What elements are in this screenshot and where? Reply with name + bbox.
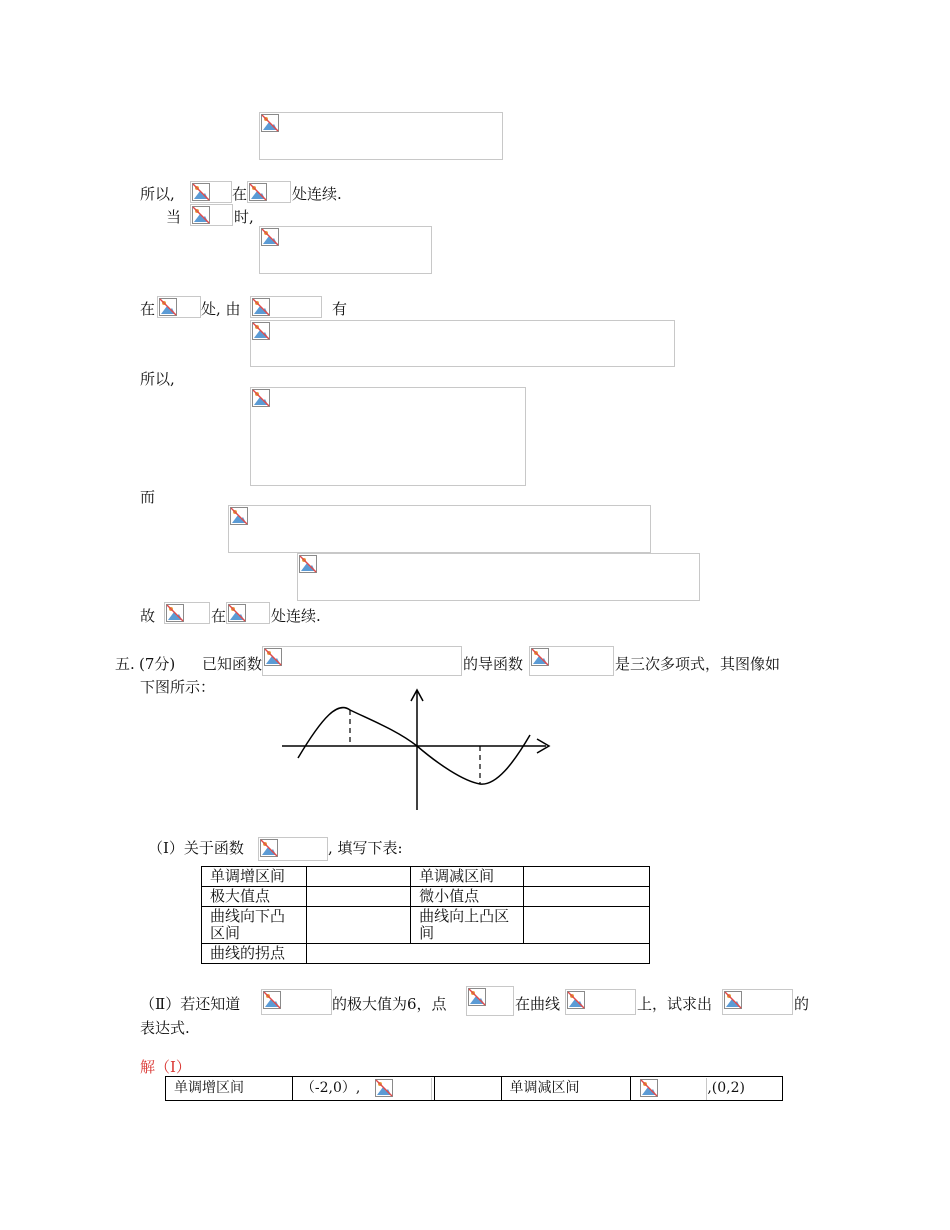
formula-image: [164, 602, 210, 624]
text-chu-you: 处, 由: [201, 300, 241, 318]
part2-text: 上，试求出: [637, 995, 713, 1013]
table-row: [202, 867, 650, 887]
formula-image: [258, 837, 328, 861]
table-cell: 单调减区间: [411, 867, 524, 887]
table-cell: 微小值点: [411, 887, 524, 907]
formula-image: [250, 320, 675, 367]
formula-image: [565, 989, 636, 1015]
table-cell: （-2,0）,: [292, 1077, 374, 1101]
table-cell: 曲线向上凸区间: [411, 907, 524, 944]
formula-image: [261, 989, 332, 1015]
text-zai: 在: [211, 607, 227, 625]
broken-image-icon: [252, 389, 270, 407]
part2-text: 的极大值为6，点: [332, 995, 447, 1013]
table-cell[interactable]: [523, 867, 649, 887]
table-cell: [434, 1077, 501, 1101]
problem-text: 的导函数: [463, 655, 524, 673]
broken-image-icon: [228, 604, 246, 622]
formula-image: [722, 989, 793, 1015]
broken-image-icon: [375, 1079, 393, 1097]
part2-text: 的: [794, 995, 810, 1013]
formula-image: [157, 296, 201, 318]
problem-text: 已知函数: [202, 655, 263, 673]
broken-image-icon: [299, 555, 317, 573]
text-suoyi: 所以,: [140, 185, 175, 203]
formula-image: [228, 505, 651, 553]
part2-text: 在曲线: [515, 995, 561, 1013]
formula-image: [190, 181, 232, 203]
table-cell[interactable]: [306, 944, 649, 964]
broken-image-icon: [263, 991, 281, 1009]
broken-image-icon: [260, 839, 278, 857]
table-cell: [631, 1077, 783, 1101]
formula-image: [259, 112, 503, 160]
table-row: [202, 887, 650, 907]
table-cell: 曲线向下凸区间: [202, 907, 307, 944]
table-row: [166, 1077, 783, 1101]
table-cell: 极大值点: [202, 887, 307, 907]
text-chu-lianxu: 处连续.: [271, 607, 321, 625]
broken-image-icon: [264, 648, 282, 666]
text-dang: 当: [166, 208, 182, 226]
formula-image: [250, 387, 526, 486]
table-cell: 单调减区间: [501, 1077, 631, 1101]
table-cell: [374, 1077, 434, 1101]
part2-line2: 表达式.: [140, 1019, 190, 1037]
formula-image: [190, 204, 233, 226]
formula-image: [250, 296, 322, 318]
table-cell[interactable]: [306, 887, 410, 907]
table-cell[interactable]: [306, 907, 410, 944]
broken-image-icon: [252, 322, 270, 340]
formula-image: [374, 1078, 432, 1100]
answer-table: [165, 1076, 783, 1101]
table-cell[interactable]: [523, 887, 649, 907]
text-zai: 在: [232, 185, 248, 203]
text-zai: 在: [140, 300, 156, 318]
broken-image-icon: [159, 298, 177, 316]
solution-label: 解（Ⅰ）: [140, 1058, 191, 1076]
formula-image: [466, 986, 514, 1016]
broken-image-icon: [724, 991, 742, 1009]
formula-image: [247, 181, 291, 203]
formula-image: [639, 1078, 707, 1100]
formula-image: [259, 226, 432, 274]
text-you: 有: [332, 300, 348, 318]
broken-image-icon: [261, 228, 279, 246]
table-cell[interactable]: [306, 867, 410, 887]
text-gu: 故: [140, 607, 156, 625]
table-row: [202, 944, 650, 964]
table-cell: 单调增区间: [202, 867, 307, 887]
problem-text: 下图所示：: [140, 678, 216, 696]
table-cell-text: ,(0,2): [707, 1080, 745, 1096]
table-cell[interactable]: [523, 907, 649, 944]
broken-image-icon: [192, 183, 210, 201]
fill-table: [201, 866, 650, 964]
broken-image-icon: [567, 991, 585, 1009]
part1-suffix: , 填写下表:: [328, 839, 403, 857]
problem-points: (7分): [139, 655, 176, 673]
broken-image-icon: [531, 648, 549, 666]
formula-image: [529, 646, 614, 676]
broken-image-icon: [230, 507, 248, 525]
broken-image-icon: [166, 604, 184, 622]
part1-prefix: （Ⅰ）关于函数: [148, 839, 244, 857]
formula-image: [262, 646, 462, 676]
table-cell: 曲线的拐点: [202, 944, 307, 964]
text-er: 而: [140, 488, 156, 506]
text-chu-lianxu: 处连续.: [292, 185, 342, 203]
problem-number: 五.: [115, 655, 135, 673]
formula-image: [297, 553, 700, 601]
broken-image-icon: [468, 988, 486, 1006]
table-cell: 单调增区间: [166, 1077, 293, 1101]
broken-image-icon: [640, 1079, 658, 1097]
table-row: [202, 907, 650, 944]
problem-text: 是三次多项式，其图像如: [615, 655, 781, 673]
derivative-graph: [278, 686, 554, 812]
formula-image: [226, 602, 270, 624]
broken-image-icon: [192, 206, 210, 224]
part2-prefix: （Ⅱ）若还知道: [140, 995, 241, 1013]
text-suoyi: 所以,: [140, 370, 175, 388]
text-shi: 时,: [234, 208, 254, 226]
broken-image-icon: [252, 298, 270, 316]
broken-image-icon: [261, 114, 279, 132]
broken-image-icon: [249, 183, 267, 201]
